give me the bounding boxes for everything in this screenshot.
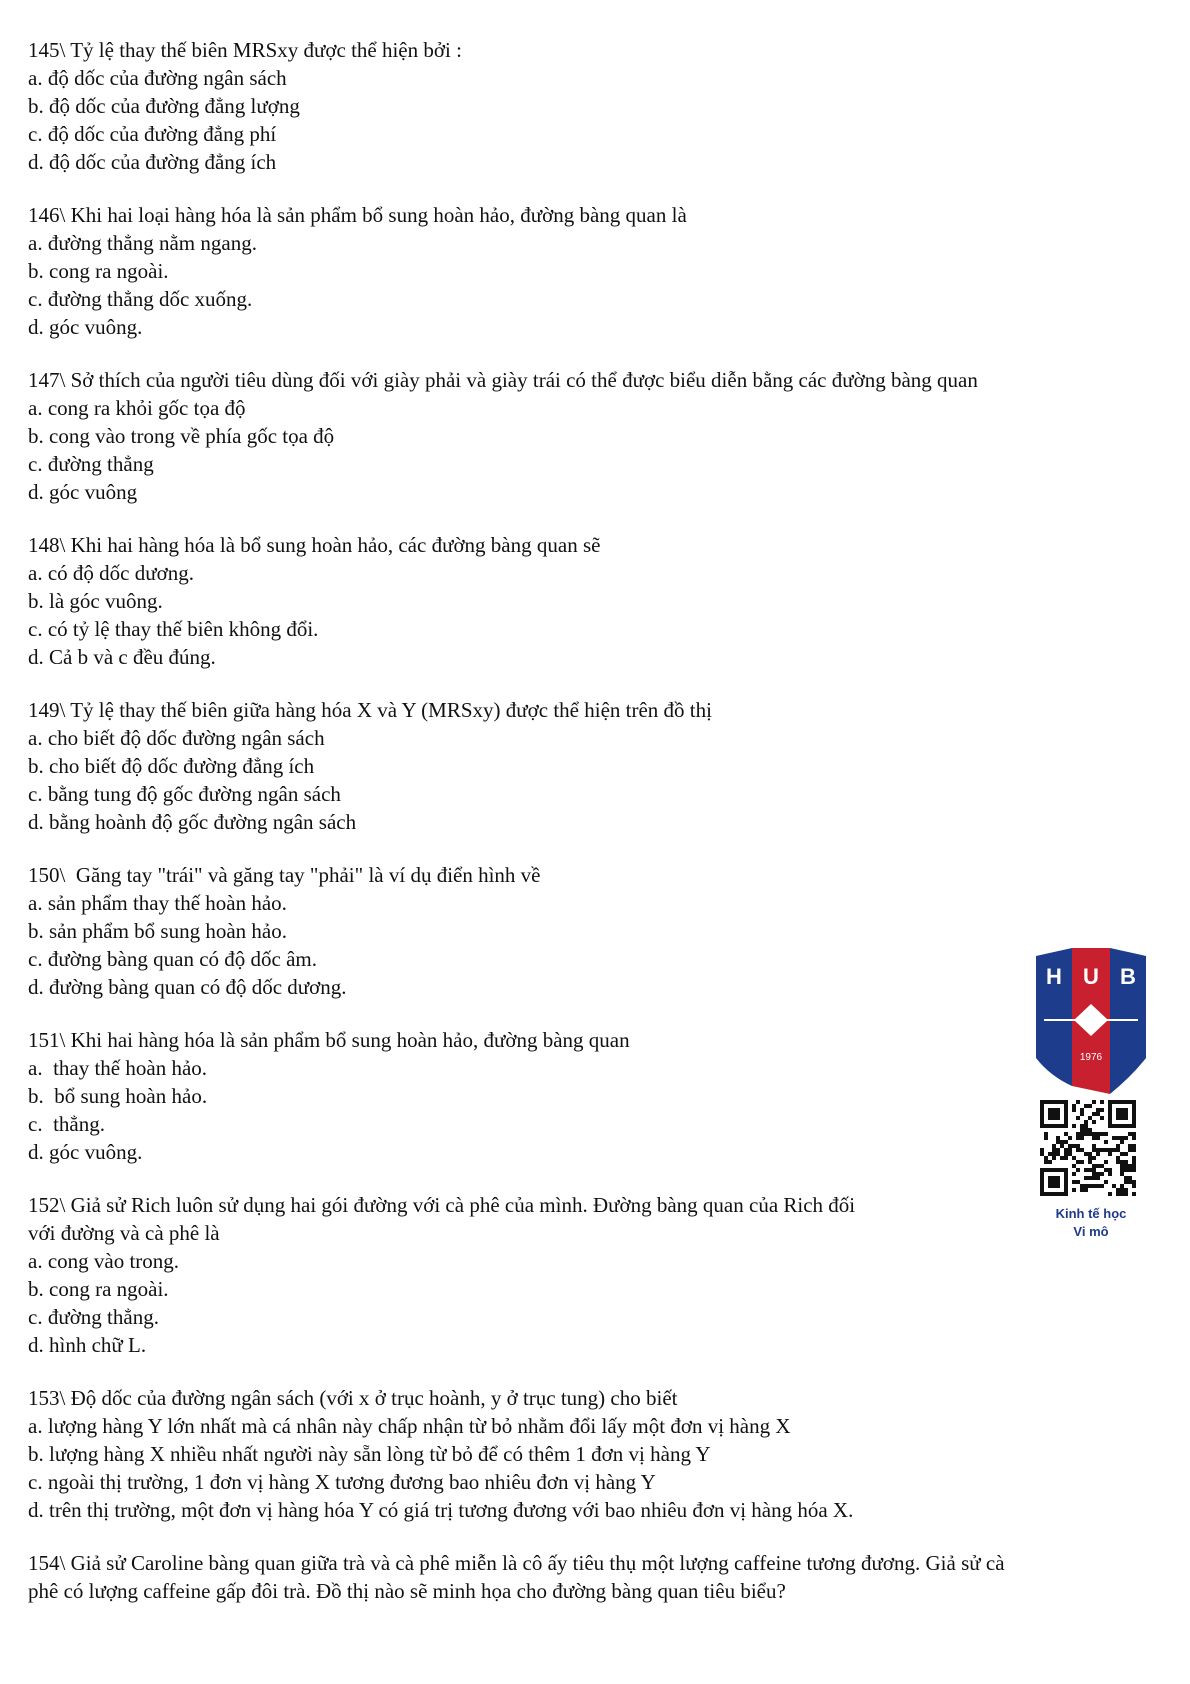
question-block (28, 1191, 1158, 1359)
answer-option: b. lượng hàng X nhiều nhất người này sẵn lòng từ bỏ để có thêm 1 đơn vị hàng Y (28, 1442, 711, 1466)
question-block (28, 36, 1158, 176)
answer-option: b. cho biết độ dốc đường đẳng ích (28, 754, 315, 778)
question-stem: với đường và cà phê là (28, 1221, 220, 1245)
question-block (28, 1384, 1158, 1524)
answer-option: d. hình chữ L. (28, 1333, 147, 1357)
question-block (28, 366, 1158, 506)
answer-option: a. độ dốc của đường ngân sách (28, 66, 287, 90)
university-logo (1036, 948, 1146, 1094)
brand-line-2: Vi mô (1073, 1224, 1109, 1239)
answer-option: a. có độ dốc dương. (28, 561, 194, 585)
answer-option: a. cong ra khỏi gốc tọa độ (28, 396, 246, 420)
answer-option: b. bổ sung hoàn hảo. (28, 1084, 208, 1108)
answer-option: a. sản phẩm thay thế hoàn hảo. (28, 891, 287, 915)
answer-option: b. cong vào trong về phía gốc tọa độ (28, 424, 335, 448)
answer-option: d. góc vuông. (28, 315, 143, 339)
logo-year: 1976 (1079, 1052, 1103, 1063)
question-stem: 147\ Sở thích của người tiêu dùng đối với giày phải và giày trái có thể được biểu diễn bằng các đường bàng quan (28, 368, 978, 392)
answer-option: d. góc vuông (28, 480, 138, 504)
question-stem: 149\ Tỷ lệ thay thế biên giữa hàng hóa X và Y (MRSxy) được thể hiện trên đồ thị (28, 698, 712, 722)
question-block (28, 696, 1158, 836)
question-block (28, 531, 1158, 671)
answer-option: a. cong vào trong. (28, 1249, 180, 1273)
question-stem: phê có lượng caffeine gấp đôi trà. Đồ thị nào sẽ minh họa cho đường bàng quan tiêu biểu? (28, 1579, 786, 1603)
document-body (28, 36, 1158, 1630)
qr-code (1040, 1100, 1136, 1196)
answer-option: b. sản phẩm bổ sung hoàn hảo. (28, 919, 287, 943)
answer-option: b. là góc vuông. (28, 589, 163, 613)
question-block (28, 1026, 1158, 1166)
answer-option: a. đường thẳng nằm ngang. (28, 231, 257, 255)
logo-letter-h: H (1046, 964, 1062, 989)
answer-option: b. cong ra ngoài. (28, 259, 169, 283)
answer-option: c. đường bàng quan có độ dốc âm. (28, 947, 317, 971)
question-stem: 151\ Khi hai hàng hóa là sản phẩm bổ sung hoàn hảo, đường bàng quan (28, 1028, 630, 1052)
question-block (28, 1549, 1158, 1605)
brand-caption (1030, 1205, 1152, 1241)
question-stem: 152\ Giả sử Rich luôn sử dụng hai gói đường với cà phê của mình. Đường bàng quan của Rich đối (28, 1193, 856, 1217)
answer-option: d. độ dốc của đường đẳng ích (28, 150, 277, 174)
answer-option: c. đường thẳng (28, 452, 154, 476)
answer-option: c. độ dốc của đường đẳng phí (28, 122, 277, 146)
answer-option: c. đường thẳng dốc xuống. (28, 287, 253, 311)
answer-option: d. đường bàng quan có độ dốc dương. (28, 975, 347, 999)
answer-option: d. bằng hoành độ gốc đường ngân sách (28, 810, 357, 834)
answer-option: a. thay thế hoàn hảo. (28, 1056, 208, 1080)
question-block (28, 201, 1158, 341)
question-stem: 145\ Tỷ lệ thay thế biên MRSxy được thể hiện bởi : (28, 38, 462, 62)
answer-option: c. có tỷ lệ thay thế biên không đổi. (28, 617, 319, 641)
question-block (28, 861, 1158, 1001)
answer-option: b. độ dốc của đường đẳng lượng (28, 94, 300, 118)
question-stem: 150\ Găng tay "trái" và găng tay "phải" là ví dụ điển hình về (28, 863, 541, 887)
logo-letter-u: U (1083, 964, 1099, 989)
question-stem: 148\ Khi hai hàng hóa là bổ sung hoàn hảo, các đường bàng quan sẽ (28, 533, 601, 557)
answer-option: d. trên thị trường, một đơn vị hàng hóa Y có giá trị tương đương với bao nhiêu đơn vị hàng hóa X. (28, 1498, 854, 1522)
answer-option: a. lượng hàng Y lớn nhất mà cá nhân này chấp nhận từ bỏ nhằm đổi lấy một đơn vị hàng X (28, 1414, 791, 1438)
answer-option: c. ngoài thị trường, 1 đơn vị hàng X tương đương bao nhiêu đơn vị hàng Y (28, 1470, 656, 1494)
brand-line-1: Kinh tế học (1055, 1206, 1127, 1221)
answer-option: b. cong ra ngoài. (28, 1277, 169, 1301)
question-stem: 146\ Khi hai loại hàng hóa là sản phẩm bổ sung hoàn hảo, đường bàng quan là (28, 203, 687, 227)
answer-option: c. đường thẳng. (28, 1305, 159, 1329)
answer-option: a. cho biết độ dốc đường ngân sách (28, 726, 325, 750)
answer-option: d. Cả b và c đều đúng. (28, 645, 216, 669)
answer-option: c. thẳng. (28, 1112, 105, 1136)
answer-option: c. bằng tung độ gốc đường ngân sách (28, 782, 341, 806)
question-stem: 153\ Độ dốc của đường ngân sách (với x ở trục hoành, y ở trục tung) cho biết (28, 1386, 678, 1410)
answer-option: d. góc vuông. (28, 1140, 143, 1164)
logo-letter-b: B (1120, 964, 1136, 989)
question-stem: 154\ Giả sử Caroline bàng quan giữa trà và cà phê miễn là cô ấy tiêu thụ một lượng caffeine tương đương. Giả sử cà (28, 1551, 1005, 1575)
